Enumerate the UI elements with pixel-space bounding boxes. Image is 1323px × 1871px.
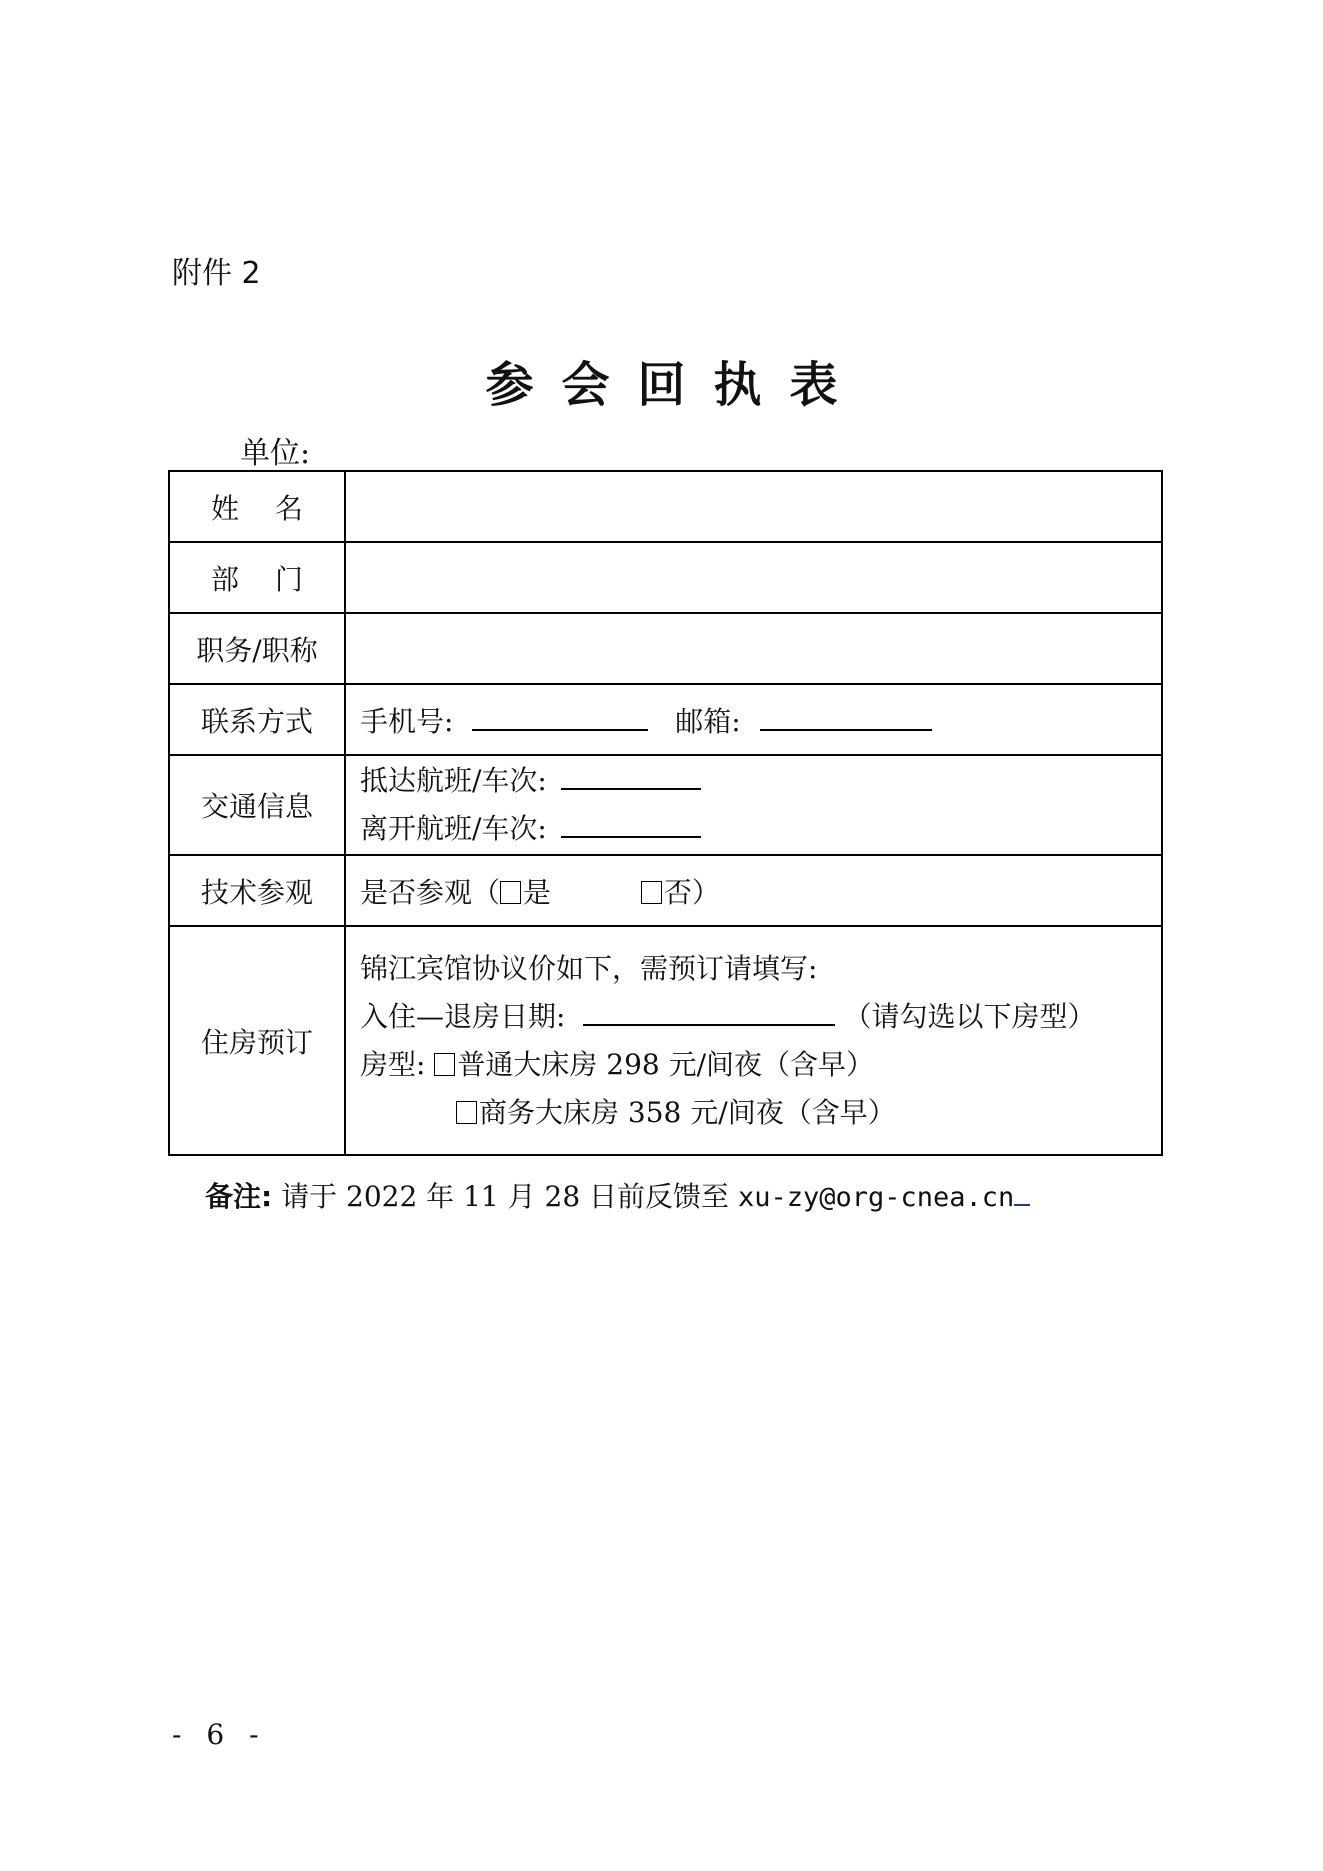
row-title [169,613,1162,684]
room-standard-price: 298 [606,1047,660,1081]
row-transport [169,755,1162,855]
position-label: 职务/职称 [169,613,345,684]
departure-field[interactable] [561,816,701,838]
stay-dates-field[interactable] [583,1004,835,1026]
text-cursor [1014,1182,1030,1206]
stay-dates-label: 入住—退房日期: [360,999,566,1033]
room-business-checkbox[interactable] [456,1101,477,1124]
unit-label: 单位: [240,436,311,471]
room-business-name: 商务大床房 [479,1095,620,1129]
visit-yes-label: 是 [523,875,552,909]
phone-field[interactable] [472,709,648,731]
department-field[interactable] [345,542,1162,613]
attachment-label: 附件 2 [172,256,261,291]
email-field[interactable] [760,709,932,731]
row-visit: 技术参观 是否参观（ 是 否） [169,855,1162,926]
room-standard-name: 普通大床房 [457,1047,598,1081]
email-label: 邮箱: [675,704,741,738]
registration-form [168,470,1163,1156]
room-standard-checkbox[interactable] [434,1053,455,1076]
row-lodging: 住房预订 锦江宾馆协议价如下，需预订请填写: 入住—退房日期: （请勾选以下房型） 房型: 普通大床房 298 元/间夜（含早） 商务大床房 358 元/间夜（含早） [169,926,1162,1155]
visit-yes-checkbox[interactable] [500,881,521,904]
page-number: - 6 - [172,1718,267,1751]
contact-label: 联系方式 [169,684,345,755]
note-label: 备注: [205,1180,273,1213]
room-business-price: 358 [627,1095,682,1129]
visit-no-label: 否 [663,875,692,909]
visit-label: 技术参观 [169,855,345,926]
visit-question: 是否参观（ [360,875,501,909]
department-label: 部门 [210,562,339,596]
lodging-label: 住房预订 [169,926,345,1155]
room-type-label: 房型: [360,1047,426,1081]
phone-label: 手机号: [360,704,454,738]
lodging-intro: 锦江宾馆协议价如下，需预订请填写: [360,951,818,985]
footnote [205,1175,1030,1215]
row-contact [169,684,1162,755]
arrival-label: 抵达航班/车次: [360,764,547,797]
stay-dates-hint: （请勾选以下房型） [843,999,1096,1033]
name-label: 姓名 [210,491,339,525]
transport-label: 交通信息 [169,755,345,855]
contact-email-link[interactable]: xu-zy@org-cnea.cn [737,1182,1015,1213]
note-text: 请于 2022 年 11 月 28 日前反馈至 [281,1180,730,1213]
row-name [169,471,1162,542]
row-department [169,542,1162,613]
page-title: 参会回执表 [485,357,866,413]
name-field[interactable] [345,471,1162,542]
position-field[interactable] [345,613,1162,684]
visit-no-checkbox[interactable] [641,881,662,904]
arrival-field[interactable] [561,768,701,790]
departure-label: 离开航班/车次: [360,812,547,845]
